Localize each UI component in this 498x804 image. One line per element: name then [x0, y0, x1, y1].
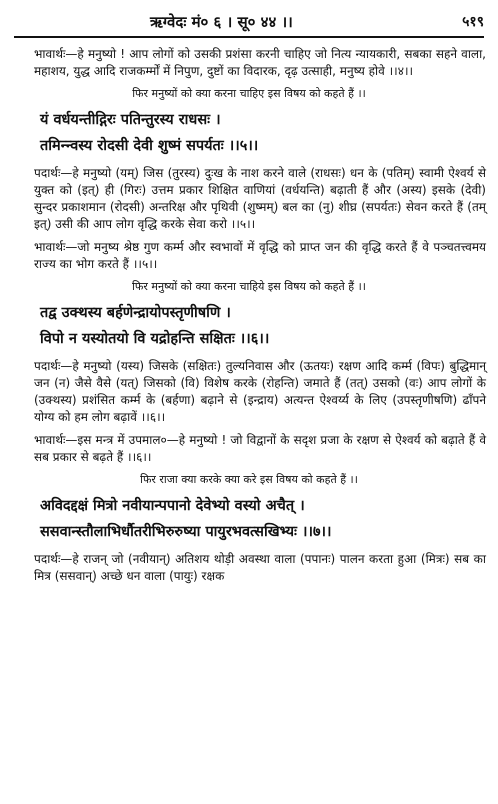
text-line: राजकर्म्मों में निपुण, दुष्टों का विदारक, दृढ़ उत्साही, मनुष्य होवे ।।४।। — [119, 64, 414, 78]
mantra-line: तमिन्न्वस्य रोदसी देवी शुष्मं सपर्यतः ।।५।। — [40, 138, 259, 154]
text-line: भावार्थः—जो मनुष्य श्रेष्ठ गुण कर्म्म और स्वभावों में वृद्धि को — [34, 240, 296, 254]
text-line: चाहिए जो नित्य न्यायकारी, सबका सहने वाला, महाशय, युद्ध आदि — [34, 47, 486, 78]
text-line: पदार्थः—हे मनुष्यो (यस्य) जिसके (सक्षितः) तुल्यनिवास और (ऊतयः) — [34, 359, 335, 373]
mantra-verse — [12, 107, 486, 159]
text-line: पालन करता हुआ (मित्रः) सब का मित्र (ससवान्) अच्छे धन वाला (पायुः) रक्षक — [34, 552, 486, 583]
page-number: ५१९ — [462, 14, 484, 30]
text-line: भावार्थः—हे मनुष्यो ! आप लोगों को उसकी प्रशंसा करनी — [34, 47, 280, 61]
page-body — [12, 46, 486, 591]
padarth-paragraph — [12, 165, 486, 233]
text-line: कर्म्म के (बर्हणा) बढ़ाने से (इन्द्राय) अत्यन्त ऐश्वर्य्य के लिए (उपस्तृणीषणि) — [120, 393, 458, 407]
bhavarth-paragraph — [12, 46, 486, 80]
text-line: (राधसः) धन के (पतिम्) स्वामी ऐश्वर्य से युक्त को (इत्) ही (गिरः) उत्तम — [34, 166, 486, 197]
mantra-verse — [12, 300, 486, 352]
bhavarth-paragraph — [12, 432, 486, 466]
padarth-paragraph — [12, 358, 486, 426]
running-header — [0, 6, 498, 36]
mantra-line: विपो न यस्योतयो वि यद्रोहन्ति सक्षितः ।।६।। — [40, 331, 270, 347]
section-intro: फिर मनुष्यों को क्या करना चाहिए इस विषय को कहते हैं ।। — [132, 87, 366, 100]
bhavarth-paragraph — [12, 239, 486, 273]
mantra-line: अविदद्दक्षं मित्रो नवीयान्पपानो देवेभ्यो वस्यो अचैत् । — [40, 498, 305, 514]
mantra-line: तद्व उक्थस्य बर्हणेन्द्रायोपस्तृणीषणि । — [40, 305, 231, 321]
text-line: प्रकार शिक्षित वाणियां (वर्धयन्ति) बढ़ाती हैं और (अस्य) इसके (देवी) सुन्दर — [34, 183, 486, 214]
padarth-paragraph — [12, 551, 486, 585]
text-line: सेवन करते हैं (तम् इत्) उसी की आप लोग वृद्धि करके सेवा करो ।।५।। — [34, 200, 486, 231]
header-title: ऋग्वेदः मं० ६ । सू० ४४ ।। — [150, 13, 293, 31]
text-line: करके (रोहन्ति) जमाते हैं (तत्) उसको (वः) आप लोगों के (उक्थस्य) प्रशंसित — [34, 376, 486, 407]
section-intro: फिर मनुष्यों को क्या करना चाहिये इस विषय को कहते हैं ।। — [132, 280, 366, 293]
text-line: ढाँपने योग्य को हम लोग बढ़ावें ।।६।। — [34, 393, 486, 424]
text-line: भावार्थः—इस मन्त्र में उपमाल०—हे मनुष्यो ! जो विद्वानों के — [34, 433, 290, 447]
section-intro: फिर राजा क्या करके क्या करे इस विषय को कहते हैं ।। — [140, 473, 358, 486]
text-line: रक्षण आदि कर्म्म (विपः) बुद्धिमान् जन (न) जैसे वैसे (यत्) जिसको (वि) विशेष — [34, 359, 486, 390]
mantra-line: ससवान्स्तौलाभिर्धौतरीभिरुरुष्या पायुरभवत्सखिभ्यः ।।७।। — [40, 524, 332, 540]
text-line: प्रकाशमान (रोदसी) अन्तरिक्ष और पृथिवी (शुष्मम्) बल का (नु) शीघ्र (सपर्यतः) — [61, 200, 402, 214]
text-line: सदृश प्रजा के रक्षण से ऐश्वर्य को बढ़ाते हैं वे सब प्रकार से बढ़ते हैं ।।६।। — [34, 433, 486, 464]
text-line: प्राप्त जन की वृद्धि करते हैं वे पञ्चतत्त्वमय राज्य का भोग करते हैं ।।५।। — [34, 240, 486, 271]
mantra-verse — [12, 493, 486, 545]
text-line: पदार्थः—हे मनुष्यो (यम्) जिस (तुरस्य) दुःख के नाश करने वाले — [34, 166, 307, 180]
header-rule — [14, 36, 484, 38]
mantra-line: यं वर्धयन्तीद्गिरः पतिन्तुरस्य राधसः । — [40, 112, 221, 128]
text-line: पदार्थः—हे राजन् जो (नवीयान्) अतिशय थोड़ी अवस्था वाला (पपानः) — [34, 552, 336, 566]
